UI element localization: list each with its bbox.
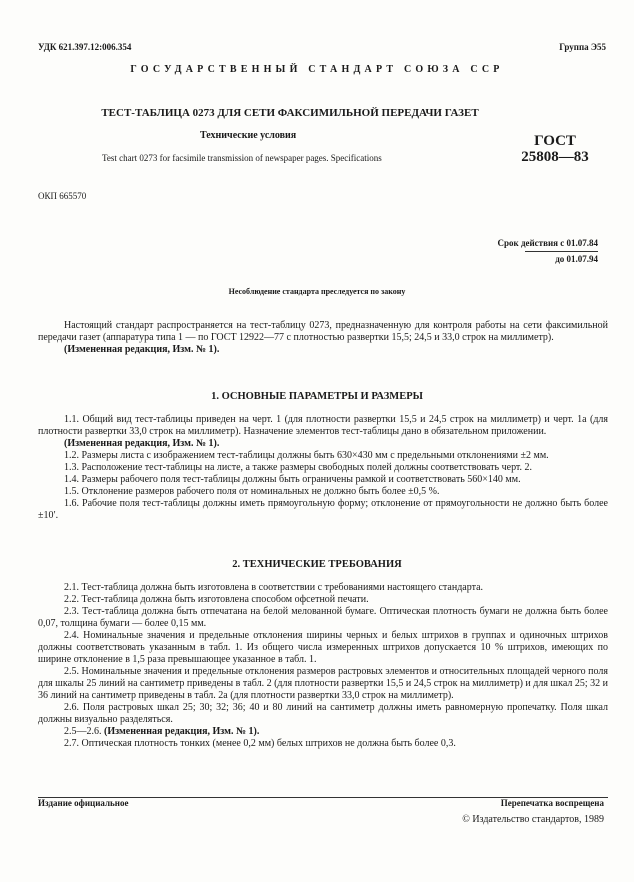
intro-amendment: (Измененная редакция, Изм. № 1). <box>64 344 220 355</box>
section1-p1: 1.1. Общий вид тест-таблицы приведен на черт. 1 (для плотности развертки 15,5 и 24,5 строк на миллиметр) и черт. 1а (для плотности развертки 33,0 строк на миллиметр). Назначение элементов тест-таблицы дано в обязательном приложении. <box>38 414 608 437</box>
section2-amend-text: (Измененная редакция, Изм. № 1). <box>104 726 260 737</box>
section2-amend-prefix: 2.5—2.6. <box>64 726 104 737</box>
section1-block <box>38 414 608 522</box>
gost-label: ГОСТ <box>534 133 576 149</box>
footer-copyright: © Издательство стандартов, 1989 <box>462 814 604 825</box>
section1-p3: 1.3. Расположение тест-таблицы на листе, а также размеры свободных полей должны соответствовать черт. 2. <box>64 462 533 473</box>
document-english-title: Test chart 0273 for facsimile transmission of newspaper pages. Specifications <box>102 153 382 163</box>
group-code: Группа Э55 <box>559 42 606 52</box>
section1-p2: 1.2. Размеры листа с изображением тест-таблицы должны быть 630×430 мм с предельными отклонениями ±2 мм. <box>64 450 549 461</box>
law-notice: Несоблюдение стандарта преследуется по закону <box>228 287 406 296</box>
section1-p6: 1.6. Рабочие поля тест-таблицы должны иметь прямоугольную форму; отклонение от прямоугольности не должно быть более ±10′. <box>38 498 608 521</box>
effective-from: Срок действия с 01.07.84 <box>497 238 598 248</box>
section2-heading: 2. ТЕХНИЧЕСКИЕ ТРЕБОВАНИЯ <box>232 559 402 570</box>
intro-block <box>38 320 608 356</box>
footer-reprint-notice: Перепечатка воспрещена <box>500 798 604 808</box>
footer-official-edition: Издание официальное <box>38 798 129 808</box>
effective-to: до 01.07.94 <box>555 254 598 264</box>
section2-p4: 2.4. Номинальные значения и предельные отклонения ширины черных и белых штрихов в группах и одиночных штрихов должны соответствовать указанным в табл. 1. Из общего числа измеренных штрихов допускается 10 % штрихов, имеющих по ширине отклонение в 1,5 раза превышающее указанное в табл. 1. <box>38 630 608 665</box>
section1-heading: 1. ОСНОВНЫЕ ПАРАМЕТРЫ И РАЗМЕРЫ <box>211 391 423 402</box>
intro-paragraph: Настоящий стандарт распространяется на тест-таблицу 0273, предназначенную для контроля работы на сети факсимильной передачи газет (аппаратура типа 1 — по ГОСТ 12922—77 с плотностью развертки 15,5; 24,5 и 33,0 строк на миллиметр). <box>38 320 608 343</box>
section1-p5: 1.5. Отклонение размеров рабочего поля от номинальных не должно быть более ±0,5 %. <box>64 486 440 497</box>
udk-code: УДК 621.397.12:006.354 <box>38 42 132 52</box>
section1-p4: 1.4. Размеры рабочего поля тест-таблицы должны быть ограничены рамкой и соответствовать 560×140 мм. <box>64 474 521 485</box>
okp-code: ОКП 665570 <box>38 191 87 201</box>
section2-p6: 2.6. Поля растровых шкал 25; 30; 32; 36; 40 и 80 линий на сантиметр должны иметь равномерную пропечатку. Поля шкал должны визуально разделяться. <box>38 702 608 725</box>
document-subtitle: Технические условия <box>200 130 297 141</box>
section2-p2: 2.2. Тест-таблица должна быть изготовлена способом офсетной печати. <box>64 594 369 605</box>
section2-p7: 2.7. Оптическая плотность тонких (менее 0,2 мм) белых штрихов не должна быть более 0,3. <box>64 738 456 749</box>
section2-p3: 2.3. Тест-таблица должна быть отпечатана на белой мелованной бумаге. Оптическая плотность бумаги не должна быть более 0,07, толщина бумаги — более 0,15 мм. <box>38 606 608 629</box>
gost-number: 25808—83 <box>521 149 589 165</box>
section2-block <box>38 582 608 750</box>
section2-amendment-line <box>38 726 608 738</box>
gos-standard-banner: ГОСУДАРСТВЕННЫЙ СТАНДАРТ СОЮЗА ССР <box>130 64 504 75</box>
gost-designation <box>510 133 600 165</box>
section2-p5: 2.5. Номинальные значения и предельные отклонения размеров растровых элементов и относительных площадей черного поля для шкалы 25 линий на сантиметр приведены в табл. 2 (для плотности развертки 15,5 и 24,5 строк на миллиметр) и для шкал 25; 32 и 36 линий на сантиметр приведены в табл. 2а (для плотности развертки 33,0 строк на миллиметр). <box>38 666 608 701</box>
document-title: ТЕСТ-ТАБЛИЦА 0273 ДЛЯ СЕТИ ФАКСИМИЛЬНОЙ ПЕРЕДАЧИ ГАЗЕТ <box>101 107 479 119</box>
section1-p1-amendment: (Измененная редакция, Изм. № 1). <box>64 438 220 449</box>
effective-divider <box>525 251 598 252</box>
section2-p1: 2.1. Тест-таблица должна быть изготовлена в соответствии с требованиями настоящего стандарта. <box>64 582 484 593</box>
